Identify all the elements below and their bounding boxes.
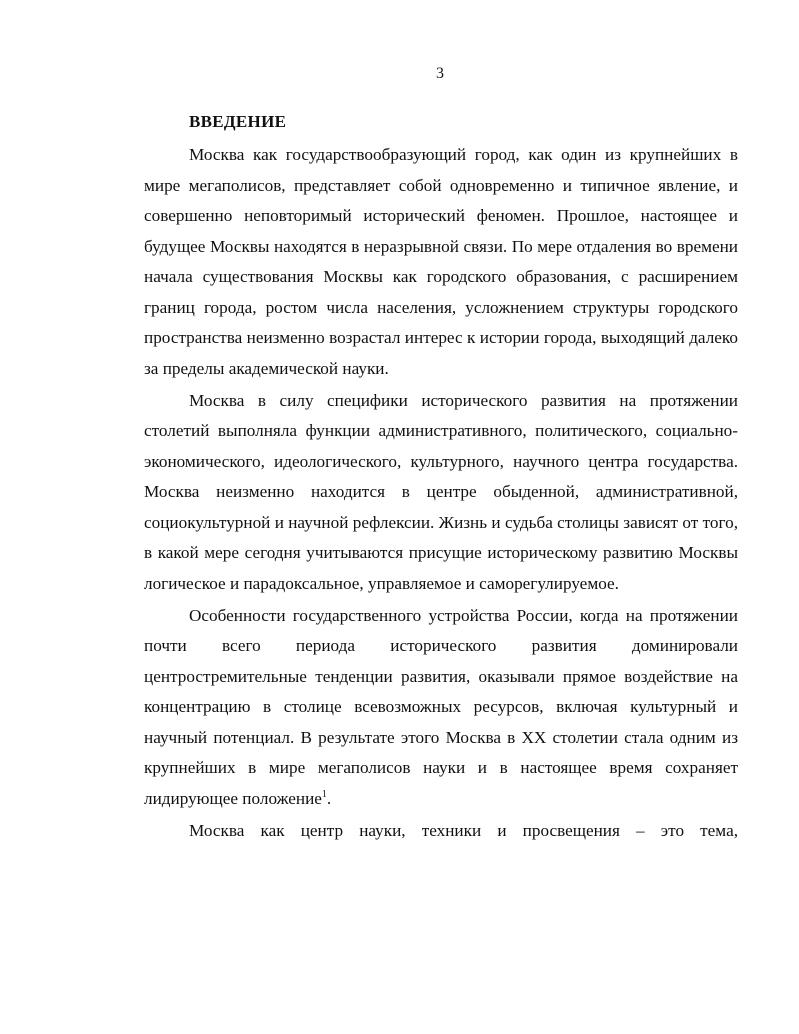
paragraph-1	[144, 140, 738, 384]
paragraph-4	[144, 816, 738, 847]
paragraph-text: Особенности государственного устройства России, когда на протяжении почти всего периода исторического развития доминировали центростремительные тенденции развития, оказывали прямое воздействие на концентрацию в столице всевозможных ресурсов, включая культурный и научный потенциал. В результате этого Москва в XX столетии стала одним из крупнейших в мире мегаполисов науки и в настоящее время сохраняет лидирующее положение	[144, 605, 738, 808]
footnote-marker: 1	[321, 788, 327, 800]
paragraph-text: Москва как государствообразующий город, как один из крупнейших в мире мегаполисов, представляет собой одновременно и типичное явление, и совершенно неповторимый исторический феномен. Прошлое, настоящее и будущее Москвы находятся в неразрывной связи. По мере отдаления во времени начала существования Москвы как городского образования, с расширением границ города, ростом числа населения, усложнением структуры городского пространства неизменно возрастал интерес к истории города, выходящий далеко за пределы академической науки.	[144, 145, 738, 378]
paragraph-2	[144, 386, 738, 600]
paragraph-text: Москва в силу специфики исторического развития на протяжении столетий выполняла функции административного, политического, социально-экономического, идеологического, культурного, научного центра государства. Москва неизменно находится в центре обыденной, административной, социокультурной и научной рефлексии. Жизнь и судьба столицы зависят от того, в какой мере сегодня учитываются присущие историческому развитию Москвы логическое и парадоксальное, управляемое и саморегулируемое.	[144, 390, 738, 593]
paragraph-3	[144, 601, 738, 815]
paragraph-tail: .	[326, 788, 332, 808]
body-text	[144, 140, 738, 846]
section-heading: ВВЕДЕНИЕ	[189, 112, 287, 131]
page-number: 3	[436, 65, 444, 82]
paragraph-text: Москва как центр науки, техники и просвещения – это тема,	[189, 820, 738, 840]
